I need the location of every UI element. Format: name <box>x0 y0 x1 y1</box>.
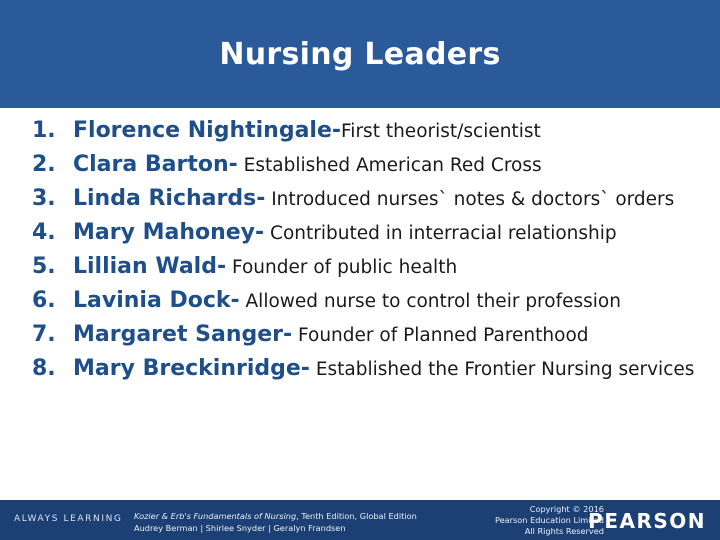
item-number: 5. <box>32 254 56 279</box>
copyright-line: Pearson Education Limited <box>494 515 604 525</box>
leader-description: Allowed nurse to control their profession <box>239 291 621 312</box>
citation-authors: Audrey Berman | Shirlee Snyder | Geralyn Frandsen <box>134 523 346 533</box>
slide-footer <box>0 500 720 540</box>
leader-name: Clara Barton- <box>73 152 238 177</box>
item-number: 1. <box>32 118 56 143</box>
leader-description: Contributed in interracial relationship <box>264 223 617 244</box>
slide-title: Nursing Leaders <box>219 36 501 72</box>
leader-description: Founder of Planned Parenthood <box>292 325 589 346</box>
item-number: 4. <box>32 220 56 245</box>
leader-name: Lillian Wald- <box>73 254 227 279</box>
list-item <box>32 287 712 316</box>
leader-description: Established the Frontier Nursing services <box>309 359 695 380</box>
citation-edition: , Tenth Edition, Global Edition <box>296 511 417 521</box>
leader-description: Founder of public health <box>226 257 458 278</box>
list-item <box>32 321 712 350</box>
book-citation <box>134 510 417 534</box>
leader-name: Linda Richards- <box>73 186 266 211</box>
item-number: 2. <box>32 152 56 177</box>
copyright-line: All Rights Reserved <box>524 526 604 536</box>
always-learning-tagline: ALWAYS LEARNING <box>14 514 123 524</box>
list-item <box>32 219 712 248</box>
list-item <box>32 185 712 214</box>
leader-name: Margaret Sanger- <box>73 322 293 347</box>
leader-description: Established American Red Cross <box>237 155 542 176</box>
citation-title: Kozier & Erb's Fundamentals of Nursing <box>134 511 297 521</box>
leader-name: Florence Nightingale- <box>73 118 342 143</box>
leader-name: Mary Breckinridge- <box>73 356 310 381</box>
item-number: 7. <box>32 322 56 347</box>
list-item <box>32 117 712 146</box>
item-number: 8. <box>32 356 56 381</box>
leader-description: Introduced nurses` notes & doctors` orders <box>265 189 675 210</box>
leaders-list <box>32 117 712 384</box>
list-item <box>32 151 712 180</box>
list-item <box>32 355 712 384</box>
leader-description: First theorist/scientist <box>341 121 541 142</box>
leader-name: Lavinia Dock- <box>73 288 240 313</box>
slide-header <box>0 0 720 108</box>
list-item <box>32 253 712 282</box>
item-number: 6. <box>32 288 56 313</box>
pearson-logo: PEARSON <box>588 509 706 533</box>
item-number: 3. <box>32 186 56 211</box>
leader-name: Mary Mahoney- <box>73 220 265 245</box>
copyright-line: Copyright © 2016 <box>529 504 604 514</box>
